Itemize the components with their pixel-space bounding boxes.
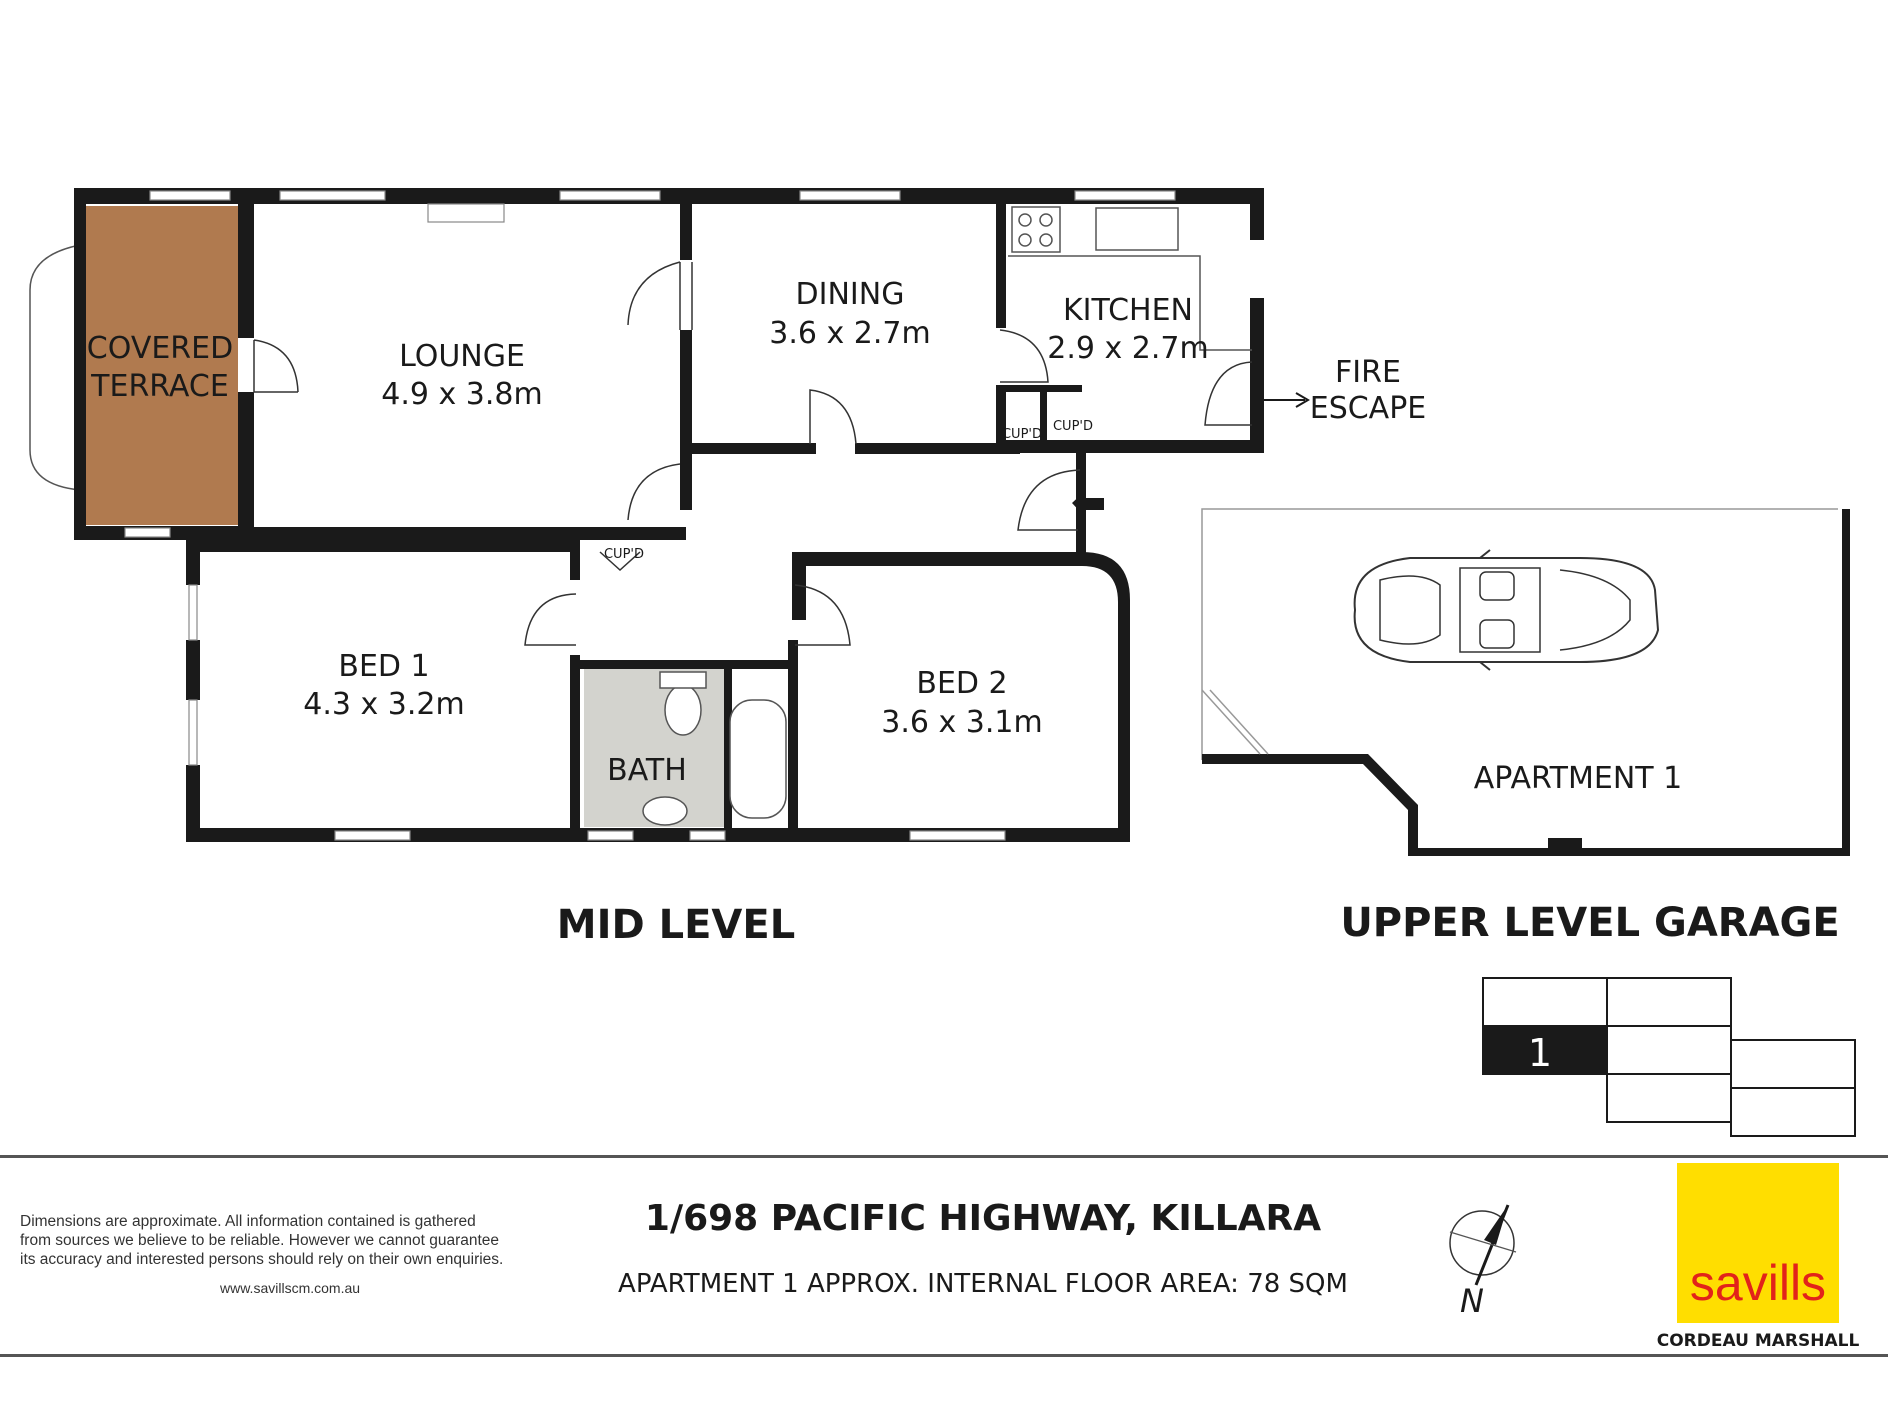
upper-level-title: UPPER LEVEL GARAGE — [1340, 900, 1840, 946]
bathtub — [730, 700, 786, 818]
window — [150, 191, 230, 200]
door-fire-escape — [1205, 362, 1252, 425]
wall — [1250, 188, 1264, 240]
footer — [0, 1155, 1888, 1357]
north-compass-icon — [1450, 1205, 1516, 1320]
kitchen-sink — [1096, 208, 1178, 250]
wall — [74, 188, 86, 538]
upper-level-garage-plan — [1202, 509, 1850, 946]
north-label: N — [1460, 1282, 1484, 1320]
bed1-size: 4.3 x 3.2m — [303, 687, 465, 722]
wall — [1250, 298, 1264, 453]
wall — [238, 198, 254, 338]
fireplace — [428, 204, 504, 222]
covered-terrace-label-1: COVERED — [86, 331, 234, 366]
window — [189, 585, 197, 640]
burner — [1040, 234, 1052, 246]
window — [280, 191, 385, 200]
window — [125, 528, 170, 537]
covered-terrace-bay — [30, 245, 80, 490]
wall — [996, 198, 1006, 328]
wall — [580, 660, 795, 669]
website: www.savillscm.com.au — [220, 1280, 361, 1296]
window — [1075, 191, 1175, 200]
door-kitchen — [1000, 330, 1048, 382]
burner — [1019, 234, 1031, 246]
brand-name: savills — [1689, 1255, 1827, 1311]
wall — [200, 540, 576, 552]
bed1-name: BED 1 — [338, 649, 430, 684]
bath-name: BATH — [607, 753, 687, 788]
wall — [250, 527, 686, 540]
divider — [0, 1155, 1888, 1158]
burner — [1040, 214, 1052, 226]
lounge-name: LOUNGE — [399, 339, 525, 374]
wall — [570, 655, 580, 840]
wall — [570, 540, 580, 580]
door-lounge — [628, 464, 680, 520]
cooktop — [1012, 207, 1060, 252]
mid-level-title: MID LEVEL — [556, 902, 796, 948]
bed2-size: 3.6 x 3.1m — [881, 705, 1043, 740]
wall — [186, 640, 200, 700]
floor-area: APARTMENT 1 APPROX. INTERNAL FLOOR AREA: 78 SQM — [618, 1269, 1348, 1299]
wall — [238, 392, 254, 540]
garage-door-marker — [1548, 838, 1582, 850]
basin — [643, 797, 687, 825]
wall — [686, 443, 816, 454]
savills-logo — [1657, 1163, 1860, 1351]
window — [910, 831, 1005, 840]
door-entry — [1018, 470, 1080, 530]
covered-terrace-label-2: TERRACE — [91, 369, 229, 404]
window — [560, 191, 660, 200]
wall — [855, 443, 1020, 454]
car-icon — [1355, 550, 1658, 670]
cupd-hall-label: CUP'D — [603, 547, 645, 562]
window — [189, 700, 197, 765]
window — [335, 831, 410, 840]
wall — [788, 640, 798, 840]
wall — [1842, 509, 1850, 855]
cupd-a-label: CUP'D — [1001, 427, 1043, 442]
key-plan-unit-label: 1 — [1527, 1031, 1553, 1075]
dining-name: DINING — [795, 277, 905, 312]
burner — [1019, 214, 1031, 226]
fire-escape-arrow-icon — [1264, 393, 1308, 407]
door-dining-upper — [628, 262, 680, 330]
dining-size: 3.6 x 2.7m — [769, 316, 931, 351]
toilet-cistern — [660, 672, 706, 688]
bed2-name: BED 2 — [916, 666, 1008, 701]
wall — [680, 330, 692, 510]
disclaimer-line-3: its accuracy and interested persons should rely on their own enquiries. — [20, 1251, 504, 1268]
fire-escape-label-1: FIRE — [1335, 355, 1401, 390]
apartment-label: APARTMENT 1 — [1473, 761, 1683, 796]
disclaimer-line-1: Dimensions are approximate. All information contained is gathered — [20, 1213, 476, 1230]
divider — [0, 1354, 1888, 1357]
kitchen-size: 2.9 x 2.7m — [1047, 331, 1209, 366]
toilet — [665, 685, 701, 735]
address: 1/698 PACIFIC HIGHWAY, KILLARA — [644, 1198, 1322, 1239]
fire-escape-label-2: ESCAPE — [1309, 391, 1427, 426]
wall — [680, 198, 692, 260]
mid-level-plan — [30, 188, 1426, 948]
lounge-size: 4.9 x 3.8m — [381, 377, 543, 412]
cupd-b-label: CUP'D — [1052, 419, 1094, 434]
door-hall — [810, 390, 856, 444]
disclaimer-line-2: from sources we believe to be reliable. However we cannot guarantee — [20, 1232, 500, 1249]
window — [588, 831, 633, 840]
window — [800, 191, 900, 200]
wall — [186, 540, 200, 585]
door-bed1 — [525, 594, 576, 645]
window — [690, 831, 725, 840]
door-terrace — [254, 340, 298, 392]
kitchen-name: KITCHEN — [1063, 293, 1193, 328]
brand-sub: CORDEAU MARSHALL — [1656, 1331, 1860, 1351]
garage-ramp — [1202, 690, 1268, 754]
key-plan — [1483, 978, 1855, 1136]
